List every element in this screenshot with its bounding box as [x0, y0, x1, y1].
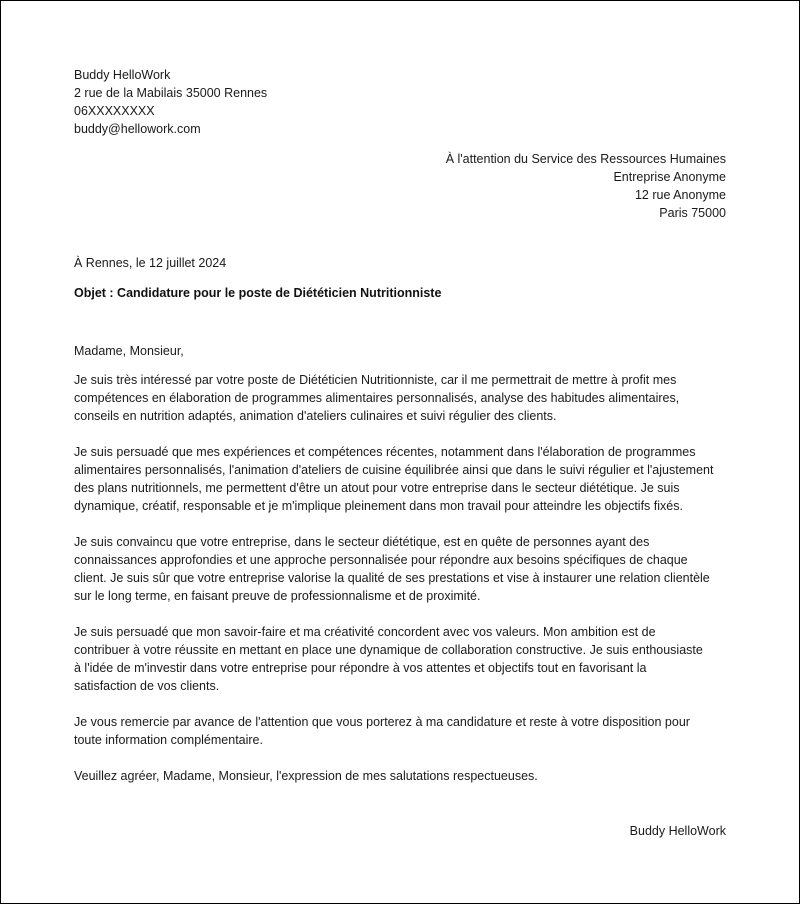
letter-body	[74, 371, 726, 803]
letter-date: À Rennes, le 12 juillet 2024	[74, 256, 227, 270]
paragraph-line: Veuillez agréer, Madame, Monsieur, l'expression de mes salutations respectueuses.	[74, 769, 538, 783]
paragraph-motivation	[74, 371, 726, 425]
paragraph-line: toute information complémentaire.	[74, 733, 263, 747]
paragraph-line: Je suis persuadé que mes expériences et compétences récentes, notamment dans l'élaboration de programmes	[74, 445, 696, 459]
paragraph-closing	[74, 767, 726, 785]
paragraph-thanks	[74, 713, 726, 749]
paragraph-line: Je suis persuadé que mon savoir-faire et ma créativité concordent avec vos valeurs. Mon ambition est de	[74, 625, 656, 639]
sender-email: buddy@hellowork.com	[74, 122, 201, 136]
paragraph-line: contribuer à votre réussite en mettant en place une dynamique de collaboration constructive. Je suis enthousiaste	[74, 643, 703, 657]
paragraph-line: satisfaction de vos clients.	[74, 679, 220, 693]
paragraph-line: alimentaires personnalisés, l'animation d'ateliers de cuisine équilibrée ainsi que dans le suivi régulier et l'ajustement	[74, 463, 714, 477]
recipient-block	[74, 150, 726, 222]
recipient-attention: À l'attention du Service des Ressources Humaines	[445, 152, 726, 166]
paragraph-line: sur le long terme, en faisant preuve de professionnalisme et de proximité.	[74, 589, 481, 603]
sender-name: Buddy HelloWork	[74, 68, 171, 82]
paragraph-line: client. Je suis sûr que votre entreprise valorise la qualité de ses prestations et vise à instaurer une relation clientèle	[74, 571, 710, 585]
recipient-city: Paris 75000	[659, 206, 726, 220]
recipient-company: Entreprise Anonyme	[613, 170, 726, 184]
letter-signature: Buddy HelloWork	[629, 824, 726, 838]
sender-address: 2 rue de la Mabilais 35000 Rennes	[74, 86, 268, 100]
paragraph-line: dynamique, créatif, responsable et je m'implique pleinement dans mon travail pour atteindre les objectifs fixés.	[74, 499, 683, 513]
paragraph-line: Je suis convaincu que votre entreprise, dans le secteur diététique, est en quête de personnes ayant des	[74, 535, 650, 549]
paragraph-line: des plans nutritionnels, me permettent d'être un atout pour votre entreprise dans le secteur diététique. Je suis	[74, 481, 680, 495]
paragraph-company	[74, 533, 726, 605]
paragraph-experience	[74, 443, 726, 515]
paragraph-line: compétences en élaboration de programmes alimentaires personnalisés, analyse des habitudes alimentaires,	[74, 391, 680, 405]
sender-phone: 06XXXXXXXX	[74, 104, 155, 118]
paragraph-line: conseils en nutrition adaptés, animation d'ateliers culinaires et suivi régulier des clients.	[74, 409, 557, 423]
letter-salutation: Madame, Monsieur,	[74, 344, 184, 358]
paragraph-line: à l'idée de m'investir dans votre entreprise pour répondre à vos attentes et objectifs tout en favorisant la	[74, 661, 647, 675]
paragraph-line: Je vous remercie par avance de l'attention que vous porterez à ma candidature et reste à votre disposition pour	[74, 715, 690, 729]
recipient-street: 12 rue Anonyme	[634, 188, 726, 202]
paragraph-line: Je suis très intéressé par votre poste de Diététicien Nutritionniste, car il me permettrait de mettre à profit mes	[74, 373, 677, 387]
sender-block	[74, 66, 726, 138]
paragraph-values	[74, 623, 726, 695]
paragraph-line: connaissances approfondies et une approche personnalisée pour répondre aux besoins spécifiques de chaque	[74, 553, 688, 567]
letter-subject: Objet : Candidature pour le poste de Diététicien Nutritionniste	[74, 286, 442, 300]
